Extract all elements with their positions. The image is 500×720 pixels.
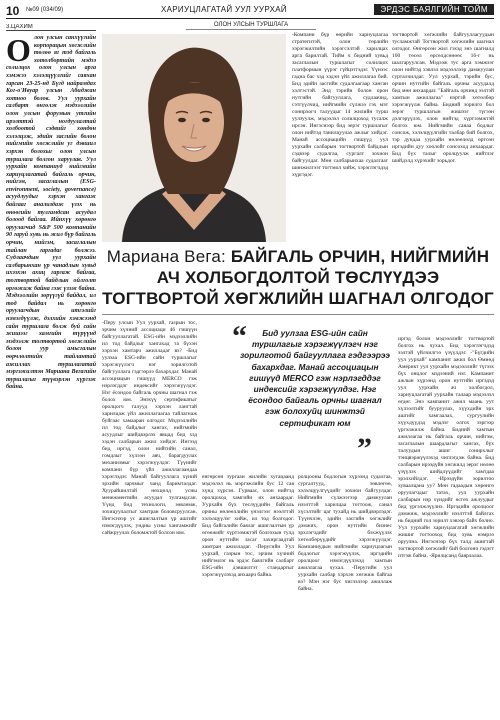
publication-brand: ЭРДЭС БАЯЛГИЙН ТОЙМ — [374, 4, 494, 15]
portrait-illustration — [102, 34, 286, 242]
article-column-5: ролцооны бодлогын хүрээнд судалгаа, сургалтууд, зөвлөгөө, хэлэлцүүлгүүдийг зохион байгуулдаг. Нийгмийн сүлжээгээр дамжуулан нээлттэй харилцаа тогтоож, санал хүсэлтийг цаг тухайд нь шийдвэрлэдэг. Түүнчлэн, эдийн засгийн хөгжлийг дэмжих, орон нутгийн бизнес эрхлэгчдийг бэхжүүлэх хөтөлбөрүүдийг хэрэгжүүлдэг. Компаниудын нийгмийн хариуцлагын бодлогыг хэрэгжүүлэх, иргэдийн оролцоог нэмэгдүүлэхэд хамтын ажиллагаа чухал. -Перугийн уул уурхайн салбар хэрхэн хөгжиж байгаа вэ? Мэн нэг бус чиглэлээр ажиллаж байна. — [298, 474, 392, 592]
intro-text — [6, 32, 96, 392]
article-column-6: иргэд болон мэдээллийг тогтвортой болгох нь чухал. Бид хэрэглэгчдэд ээлтэй үйлчилгээ үзүүлдэг. -"Бүгдийн уул уурхай" кампанит ажил бол Өмнөд Америкт уул уурхайн мэдээллийг түгээх бүх онцлог мэдээний нэг. Кампанит ажлын хүрээнд орон нутгийн иргэдэд уул уурхайн ач холбогдол, хариуцлагатай уурхайн талаар мэдээлэл өгдөг. Энэ кампанит ажил маань уут хүлээлтийг бууруулах, хүүхдийн эрх ашгийг хамгаалах, сургуулийн хүүхдүүдэд мэдлэг олгох зэргээр үргэлжилж байна. Бидний хамтын ажиллагаа нь байгаль орчин, нийгэм, засаглалын шаардлагыг хангах, бүх талуудын ашиг сонирхлыг тэнцвэржүүлэхэд чиглэгдэж байна. Бид салбарын ирээдүйн хөгжилд эерэг нөлөө үзүүлэх шийдлүүдийг хамтдаа эрэлхийлдэг. -Ирээдүйн зорилтоо хуваалцана уу? Мөн гадаадын хөрөнгө оруулагчдыг татах, уул уурхайн салбарын нэр хүндийг өсгөх ажлуудыг бид үргэлжлүүлнэ. Иргэдийн оролцоог дэмжиж, мэдээллийг нээлттэй байлгах нь бидний гол зорилт хэвээр байх болно. Уул уурхайн хариуцлагатай хөгжлийн жишиг тогтооход бид хувь нэмрээ оруулна. Ингэснээр бүх талд ашигтай тогтвортой хөгжлийг бий болгоно гэдэгт итгэж байна. -Ярилцсанд баярлалаа. — [398, 336, 494, 559]
open-quote-icon: “ — [232, 320, 247, 353]
drop-cap: О — [6, 32, 31, 68]
article-column-3: -Перу улсын Уул уурхай, газрын тос, эрчим хүчний ассоциаци 46 гишүүн байгууллагатай. ESG-ийн мэдээллийн ил тод байдлыг хангахад та бүхэн хэрхэн хамтарч ажилладаг вэ? -Бид уулзаа ESG-ийн сайн туршлагыг хэрэгжүүлэгч нэг зорилготой байгууллага гэдгээрээ бахархдаг. Манай ассоциацын гишүүд MERCO гэж нэрлэгддэг индексийг хэрэгжүүлдэг. Нэг ёсондоо байгаль орчны шагнал гэж болох юм. Энэхүү сертификатыг оролцогч талууд хэрхэн лангтай харилцаж үйл ажиллагаагаа тайлагнаж буйгаас хамааран олгодог. Мэдээллийн ил тод байдлыг хангах, нийгмийн асуудлыг шийдвэрлэх явцад бид хэд хэдэн салбарын ажил хийдэг. Ингээд бид иргэд, олон нийтийн санал, гомдлыг хүлээн авч, барагдуулах механизмыг хэрэгжүүлдэг. Түүнийг компани бүр үйл ажиллагаандаа хэрэглэдэг. Манай байгууллага хүний эрхийн зарчмыг чанд баримталдаг. Хуурайшилтай нөхцөлд усны менежментийн асуудал тулгамдсан. Үүнд бид технологи, зөвлөмж, зохицуулалтыг хамтран боловсруулсан. Ингэснээр ус ашиглалтын үр ашгийг нэмэгдүүлэх, ундны усны хангамжийг сайжруулах боломжтой болсон юм. — [102, 320, 197, 536]
article-headline — [102, 246, 494, 309]
headline-text: БАЙГАЛЬ ОРЧИН, НИЙГМИЙН АЧ ХОЛБОГДОЛТОЙ ТӨСЛҮҮДЭЭ ТОГТВОРТОЙ ХӨГЖЛИЙН ШАГНАЛ ОЛГОДОГ — [102, 247, 494, 308]
article-column-4: енгөрсөн зургаан жилийн хугацаанд мэдээлэл нь мэргэжлийн бус 12 сая хүнд хүрсэн. Гурваас, олон нийтэд оролцоход хамгийн их анхаардаг. Уурхайн бүх төслүүдийн байгаль орчны нөлөөллийн үнэлгээг нээлттэй хэлэлцүүлэг хийж, ил тод болгодог. Бид байгалийн баялаг ашиглалтын үр өгөөжийг хүртээмжтэй болгохын тулд орон нутгийн засаг захиргаадтай хамтран ажилладаг. -Перугийн Уул уурхай, газрын тос, эрчим хүчний нийгэмлэг нь эрдэс баялгийн салбарт ESG-ийн дэвшилтэт стандартыг хэрэгжүүлэхэд анхаарч байна. — [202, 474, 294, 578]
issue-number: №09 (034/09) — [26, 7, 64, 13]
intro-sidebar — [6, 24, 96, 714]
pull-quote — [202, 322, 392, 472]
page-header — [6, 4, 494, 19]
running-title: ХАРИУЦЛАГАТАЙ УУЛ УУРХАЙ — [161, 5, 287, 14]
section-label: ОЛОН УЛСЫН ТУРШЛАГА — [186, 22, 316, 30]
headline-name: Мариана Вега: — [106, 247, 226, 266]
article-column-2: тогтвортой хөгжлийн байгууллагуудын тусламжтай Тогтвортой хөгжлийн шагнал олгодог. Өнгөрсөн жил гэхэд энэ шагналд 100 төсөл өрсөлдсөнөөс 16-г нь шалгаруулсан. Мэдээж тус арга хэмжээг олон нийтэд хэвлэл мэдээллээр дамжуулан сурталчилдаг. Уул уурхай, тэрийн бус, орчин нутгийн байгаль орчны асуудалд бид мөн анхаардаг. "Байгаль орчинд ээлтэй хамтын ажиллагаа" нэртэй хөтөлбөр хэрэгжүүлж байна. Бидний зорилго бол эерэг туршлагын жишээг түгээн дэлгэрүүлэх, олон нийтэд хүртээмжтэй болгох юм. Нийгмийн санаа бодлыг сонсож, хэлэлцүүлгийн талбар бий болгох, тэр дундаа уурхайн нөлөөлөлд өртсөн иргэдийн дуу хоолойг сонсоход анхаардаг. Бид бүх талыг оролцуулж нийтлэг шийдэлд хүрэхийг зорьдог. — [392, 32, 494, 164]
close-quote-icon: ” — [357, 432, 372, 465]
headline-divider — [102, 314, 494, 315]
sidebar-label: 3.ЦАХИМ — [6, 24, 96, 31]
pull-quote-text: Бид уулзаа ESG-ийн сайн туршлагыг хэрэгжүүлэгч нэг зорилготой байгууллага гэдгээрээ бахархдаг. Манай ассоциацын гишүүд MERCO гэж нэрлэгддэг индексийг хэрэгжүүлдэг. Нэг ёсондоо байгаль орчны шагнал гэж болохуйц шинжтэй сертификат юм — [240, 328, 390, 428]
page-number: 10 — [6, 4, 20, 18]
intro-body: лон улсын санхүүгийн корпорацын хөгжлийн төлөө яг тэд байгаль хотолбортийн мэдээ солилцох олон улсын арга хэмжээ хэлэлцүүлгийг саяхан гарсан 23-25-нд Бүгд найрамдах Ког-о'Ивуар улсын Абиджан хотноо болов. Уул уурхайн салбарт өнгөлж мэдээллийн олон улсын форумын утгийн ирэлттэй ногдуулалтай холбоотой сэдвийг хөндөн хэлэлцэж, эдийн засгийн болон нийгмийн хөгжлийн уг дэвшил хэрхэн болохыг олон улсын туршлага болгон харуулав. Уул уурхайн компаниуд нийгмийн хариуцлагатай байгаль орчин, нийгэм, засаглалын (ESG- environment, society, governance) асуудлуудыг хэрхэн хангаж байгааг анализдаж үзэх нь өнөөгийн тулгамдсан асуудал болоод байгаа. Ийнхүү хөрөнгө оруулагчид S&P 500 компанийн 90 гаруй хувь нь жил бүр байгаль орчин, нийгэм, засаглалын тайлан гаргадаг болжээ. Судлаачдын уул уурхайн салбарынхан үр чанадлын хувьд ихээхэн ахиц гаргаж байгаа, тогтвортой байдлын ойлголт өргөжиж байна гэж үзэж байна. Мэдээллийн зөрүүгүй байдал, ил тод байдал нь хөрөнгө оруулагчдын итгэлийг нэмэгдүүлж, дэлхийн хэмжээнд сайн туршлага болж буй сайн жишээг хамгийн түрүүнд мэдээлж тогтвортой хөгжлийн болон уур амьсгалын өөрчлөлтийн тайлантай ажиллах туршлагатай мэргэжилтэн Мариана Вегагийн туршлагыг түүвэрлэн хүргэж байна. — [6, 35, 96, 391]
portrait-photo — [102, 34, 286, 242]
article-column-1: -Компани бүр өөрийн хариуцлагаа стратегитэй, олон төрлийн хэрэгжилтийн хэрэгсэлтэй харилцах арга барилтай. Тийм ч бидний хувьд засаглалын туршлагыг солилцох платформын үүрэг гүйцэтгэдэг. Үүнээс гадна бас хэд хэдэн үйл ажиллагаа бий. Бид эдийн засгийн судалгаагаар ханган хэлтэстэй. Энд тэрийн болон орон нутгийн байгууллага, судлаачид, сэтгүүлчид, нийгмийн сүлжээ гэх мэт сонирхогч талуудыг 14 жилийн турш уулзуулж, мэдээлэл солилцоход тусалж ирсэн. Ингэснээр бид эерэг туршлагыг олон нийтэд танилцуулах ажлыг хийдэг. Манай ассоциацийн гишүүд уул уурхайн салбарын тогтвортой байдлын сэдвээр судалгаа, сургалт зохион байгуулдаг. Мөн салбарынхаа судалгааг шинжилгээг тогтмол хийж, хэрэглэгчдэд хүргэдэг. — [292, 32, 388, 178]
